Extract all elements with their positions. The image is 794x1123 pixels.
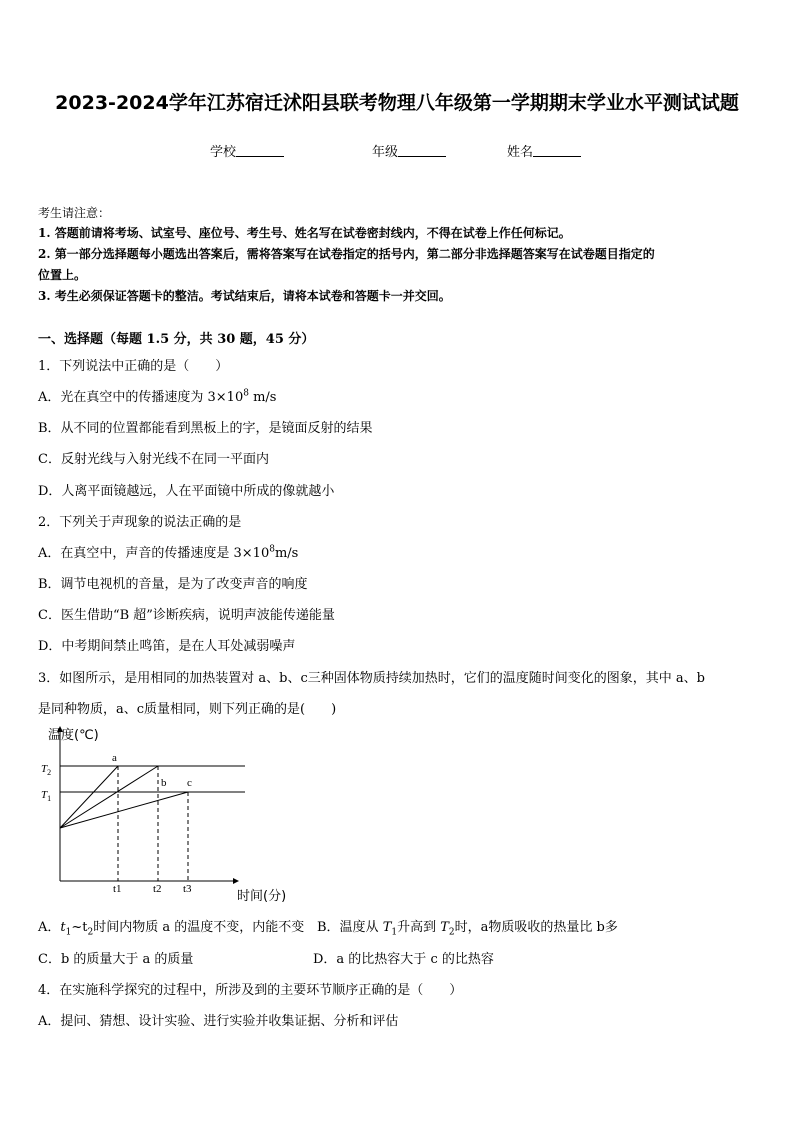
q1-option-c[interactable]: C．反射光线与入射光线不在同一平面内 — [38, 452, 269, 467]
q2-option-b[interactable]: B．调节电视机的音量，是为了改变声音的响度 — [38, 577, 308, 592]
name-field[interactable] — [507, 141, 581, 160]
curve-b-label: b — [161, 777, 167, 789]
q3-option-d[interactable]: D．a 的比热容大于 c 的比热容 — [313, 952, 494, 967]
grade-field[interactable] — [372, 141, 446, 160]
q2-a-text: A．在真空中，声音的传播速度是 3×10 — [38, 546, 270, 561]
q4-stem: 4．在实施科学探究的过程中，所涉及到的主要环节顺序正确的是（ ） — [38, 983, 463, 998]
name-blank[interactable] — [533, 144, 581, 157]
q1-a-text: A．光在真空中的传播速度为 3×10 — [38, 390, 244, 405]
q2-option-a[interactable] — [38, 542, 298, 561]
section-heading: 一、选择题（每题 1.5 分，共 30 题，45 分） — [38, 332, 315, 347]
q3-a-prefix: A． — [38, 920, 61, 935]
notice-item-1: 1. 答题前请将考场、试室号、座位号、考生号、姓名写在试卷密封线内，不得在试卷上作任何标记。 — [38, 226, 571, 240]
q4-option-a[interactable]: A．提问、猜想、设计实验、进行实验并收集证据、分析和评估 — [38, 1014, 399, 1029]
q3-b-mid: 升高到 — [397, 920, 441, 935]
notice-item-2: 2. 第一部分选择题每小题选出答案后，需将答案写在试卷指定的括号内，第二部分非选择题答案写在试卷题目指定的 — [38, 247, 655, 261]
x-tick-t3: t3 — [183, 883, 192, 895]
q3-option-a[interactable] — [38, 916, 304, 938]
notice-item-2-cont: 位置上。 — [38, 268, 87, 282]
q3-stem-line-1: 3．如图所示，是用相同的加热装置对 a、b、c三种固体物质持续加热时，它们的温度随时间变化的图象，其中 a、b — [38, 671, 705, 686]
school-blank[interactable] — [236, 144, 284, 157]
grade-blank[interactable] — [398, 144, 446, 157]
q3-a-t2-sub: 2 — [87, 927, 94, 938]
school-field[interactable] — [210, 141, 284, 160]
x-axis-label: 时间(分) — [237, 889, 287, 904]
q2-option-d[interactable]: D．中考期间禁止鸣笛，是在人耳处减弱噪声 — [38, 639, 296, 654]
q3-b-prefix: B．温度从 — [317, 920, 383, 935]
q3-b-T2-sub: 2 — [448, 927, 455, 938]
q1-option-a[interactable] — [38, 386, 276, 405]
y-axis-label: 温度(℃) — [48, 728, 99, 743]
temperature-time-graph — [40, 722, 310, 908]
q3-b-T2: T — [440, 920, 449, 935]
q3-b-T1: T — [382, 920, 392, 935]
q3-stem-line-2: 是同种物质，a、c质量相同，则下列正确的是( ) — [38, 702, 337, 717]
q3-b-post: 时，a物质吸收的热量比 b多 — [454, 920, 618, 935]
q3-option-c[interactable]: C．b 的质量大于 a 的质量 — [38, 952, 194, 967]
q3-option-b[interactable] — [317, 916, 618, 938]
name-label: 姓名 — [507, 145, 534, 160]
grade-label: 年级 — [372, 145, 399, 160]
q3-a-mid: ~t — [71, 920, 88, 935]
t1-tick-label: $T_1$ — [41, 789, 52, 803]
q3-a-t1-sub: 1 — [65, 927, 72, 938]
page-title: 2023-2024学年江苏宿迁沭阳县联考物理八年级第一学期期末学业水平测试试题 — [55, 92, 739, 114]
school-label: 学校 — [210, 145, 237, 160]
q3-b-T1-sub: 1 — [391, 927, 398, 938]
q3-a-post: 时间内物质 a 的温度不变，内能不变 — [93, 920, 305, 935]
curve-a-label: a — [112, 752, 117, 764]
curve-c — [60, 792, 188, 828]
x-tick-t1: t1 — [113, 883, 122, 895]
q1-option-b[interactable]: B．从不同的位置都能看到黑板上的字，是镜面反射的结果 — [38, 421, 373, 436]
q2-a-exp: 8 — [269, 544, 275, 555]
t2-tick-label: $T_2$ — [41, 763, 52, 777]
curve-c-label: c — [187, 777, 192, 789]
notice-item-3: 3. 考生必须保证答题卡的整洁。考试结束后，请将本试卷和答题卡一并交回。 — [38, 289, 451, 303]
q1-a-exp: 8 — [243, 388, 249, 399]
q2-stem: 2．下列关于声现象的说法正确的是 — [38, 515, 242, 530]
x-tick-t2: t2 — [153, 883, 162, 895]
q1-a-unit: m/s — [248, 390, 277, 405]
q3-a-t1: t — [60, 920, 66, 935]
notice-heading: 考生请注意： — [38, 206, 111, 220]
q2-option-c[interactable]: C．医生借助“B 超”诊断疾病，说明声波能传递能量 — [38, 608, 335, 623]
q1-stem: 1．下列说法中正确的是（ ） — [38, 359, 229, 374]
q2-a-unit: m/s — [274, 546, 299, 561]
q1-option-d[interactable]: D．人离平面镜越远，人在平面镜中所成的像就越小 — [38, 484, 335, 499]
